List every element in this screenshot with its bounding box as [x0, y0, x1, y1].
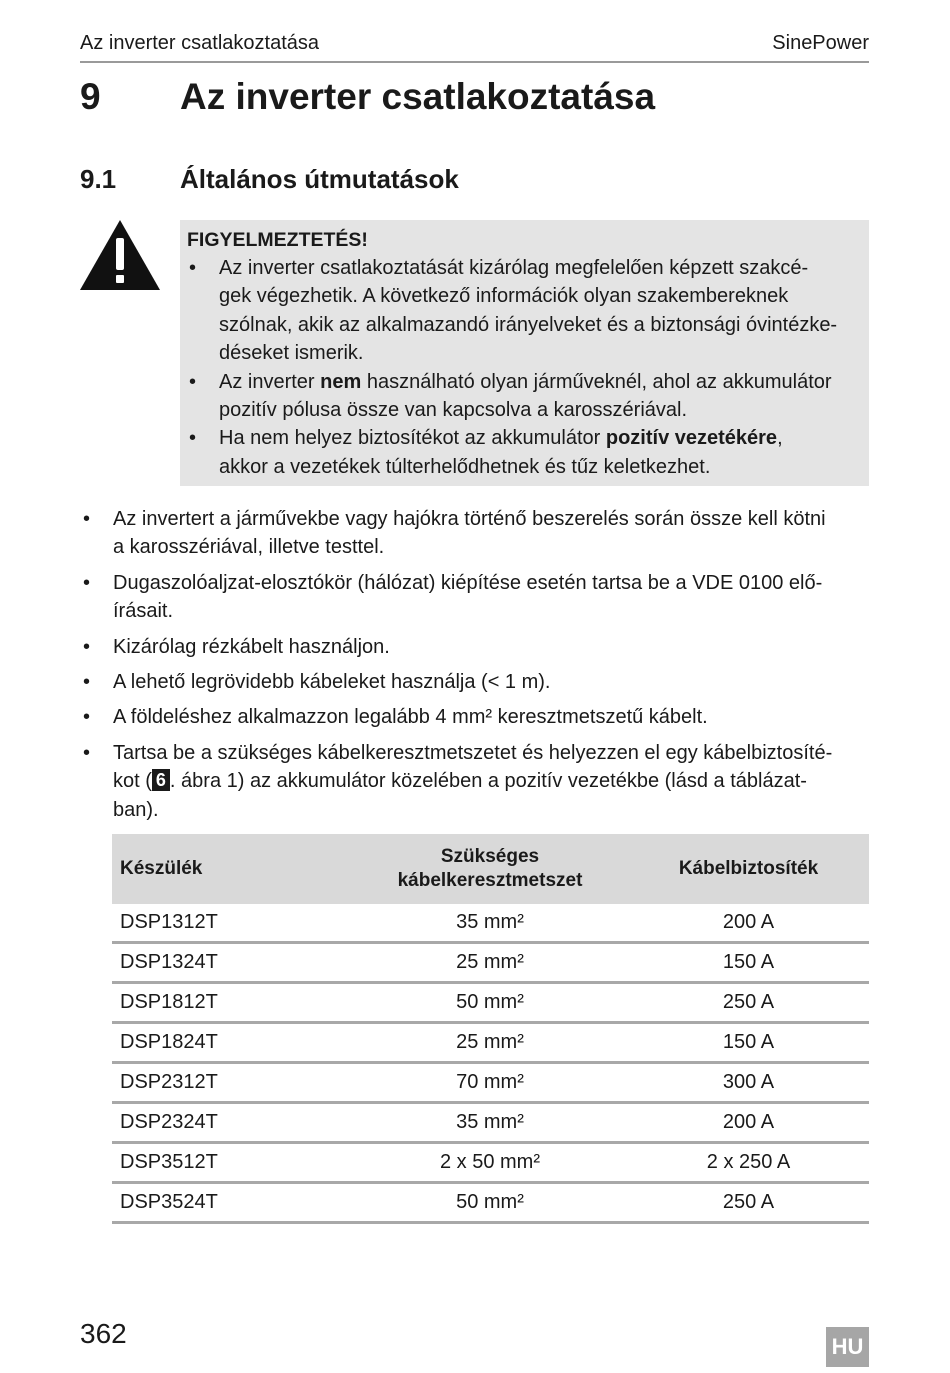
section-number: 9.1 [80, 164, 117, 194]
bullet-dot: • [189, 370, 197, 393]
warning-item-text: gek végezhetik. A következő információk olyan szakembereknek [219, 285, 789, 308]
table-row [112, 983, 869, 1023]
fuse-cell: 2 x 250 A [628, 1143, 869, 1183]
cross-section-cell: 70 mm² [352, 1063, 628, 1103]
warning-item [187, 368, 861, 425]
device-cell: DSP1312T [112, 904, 352, 943]
warning-item [187, 424, 861, 481]
list-item-text: a karosszériával, illetve testtel. [113, 536, 385, 559]
fuse-cell: 250 A [628, 1183, 869, 1223]
bullet-dot: • [83, 571, 91, 594]
table-row [112, 1063, 869, 1103]
warning-item-text: Az inverter csatlakoztatását kizárólag megfelelően képzett szakcé- [219, 257, 809, 279]
cross-section-cell: 50 mm² [352, 1183, 628, 1223]
figure-reference-badge: 6 [152, 769, 170, 791]
column-header-cross-section [352, 834, 628, 904]
column-header-fuse: Kábelbiztosíték [628, 834, 869, 904]
chapter-title: Az inverter csatlakoztatása [180, 76, 656, 117]
fuse-cell: 150 A [628, 943, 869, 983]
bullet-dot: • [83, 671, 91, 694]
list-item-text: . ábra 1) az akkumulátor közelében a pozitív vezetékbe (lásd a táblázat- [169, 770, 807, 793]
device-cell: DSP1824T [112, 1023, 352, 1063]
warning-box [180, 220, 869, 486]
list-item [80, 569, 869, 626]
cross-section-cell: 2 x 50 mm² [352, 1143, 628, 1183]
emphasis-text: nem [320, 370, 362, 393]
table-row [112, 943, 869, 983]
fuse-cell: 250 A [628, 983, 869, 1023]
fuse-cell: 200 A [628, 904, 869, 943]
cable-spec-table [112, 834, 869, 1224]
table-row [112, 904, 869, 943]
list-item [80, 703, 869, 731]
column-header-text: Szükséges [440, 846, 540, 867]
warning-item-text: akkor a vezetékek túlterhelődhetnek és tűz keletkezhet. [219, 455, 711, 478]
list-item-text: A földeléshez alkalmazzon legalább 4 mm² keresztmetszetű kábelt. [113, 706, 708, 729]
fuse-cell: 150 A [628, 1023, 869, 1063]
cross-section-cell: 35 mm² [352, 1103, 628, 1143]
warning-title: FIGYELMEZTETÉS! [187, 229, 368, 251]
device-cell: DSP2312T [112, 1063, 352, 1103]
device-cell: DSP3524T [112, 1183, 352, 1223]
list-item-text: Kizárólag rézkábelt használjon. [113, 635, 390, 658]
cross-section-cell: 25 mm² [352, 943, 628, 983]
list-item [80, 739, 869, 824]
list-item [80, 633, 869, 661]
header-product-name: SinePower [772, 32, 869, 54]
cross-section-cell: 25 mm² [352, 1023, 628, 1063]
table-row [112, 1023, 869, 1063]
cross-section-cell: 35 mm² [352, 904, 628, 943]
bullet-dot: • [83, 706, 91, 729]
column-header-device: Készülék [112, 834, 352, 904]
page-number: 362 [80, 1318, 127, 1349]
column-header-text: kábelkeresztmetszet [397, 870, 583, 891]
warning-item-text: pozitív pólusa össze van kapcsolva a karosszériával. [219, 399, 688, 422]
instruction-list [80, 505, 869, 831]
chapter-number: 9 [80, 76, 101, 117]
table-row [112, 1103, 869, 1143]
list-item [80, 505, 869, 562]
warning-item-text: Az inverter [219, 370, 321, 393]
fuse-cell: 200 A [628, 1103, 869, 1143]
bullet-dot: • [83, 741, 91, 764]
warning-item-text: déseket ismerik. [219, 342, 364, 365]
warning-item-text: szólnak, akik az alkalmazandó irányelveket és a biztonsági óvintézke- [219, 313, 838, 336]
bullet-dot: • [83, 508, 91, 530]
list-item [80, 668, 869, 696]
bullet-dot: • [189, 257, 197, 279]
device-cell: DSP1324T [112, 943, 352, 983]
list-item-text: A lehető legrövidebb kábeleket használja (< 1 m). [113, 671, 551, 694]
warning-item [187, 254, 861, 368]
device-cell: DSP2324T [112, 1103, 352, 1143]
list-item-text: írásait. [113, 600, 174, 623]
language-badge: HU [826, 1327, 869, 1367]
list-item-text: Tartsa be a szükséges kábelkeresztmetszetet és helyezzen el egy kábelbiztosíté- [113, 741, 833, 764]
device-cell: DSP3512T [112, 1143, 352, 1183]
running-header [80, 30, 869, 63]
warning-triangle-icon [78, 218, 162, 292]
cross-section-cell: 50 mm² [352, 983, 628, 1023]
section-title: Általános útmutatások [180, 164, 459, 194]
emphasis-text: pozitív vezetékére [605, 427, 778, 450]
list-item-text: Az invertert a járművekbe vagy hajókra történő beszerelés során össze kell kötni [113, 508, 826, 530]
fuse-cell: 300 A [628, 1063, 869, 1103]
bullet-dot: • [83, 635, 91, 658]
warning-item-text: Ha nem helyez biztosítékot az akkumulátor [219, 427, 606, 450]
header-chapter-title: Az inverter csatlakoztatása [80, 32, 319, 54]
warning-item-text: , [777, 427, 783, 450]
table-row [112, 1183, 869, 1223]
table-header-row [112, 834, 869, 904]
device-cell: DSP1812T [112, 983, 352, 1023]
warning-item-text: használható olyan járműveknél, ahol az akkumulátor [361, 370, 832, 393]
table-row [112, 1143, 869, 1183]
bullet-dot: • [189, 427, 197, 450]
list-item-text: Dugaszolóaljzat-elosztókör (hálózat) kiépítése esetén tartsa be a VDE 0100 elő- [113, 571, 823, 594]
list-item-text: kot ( [113, 770, 152, 793]
list-item-text: ban). [113, 798, 159, 821]
